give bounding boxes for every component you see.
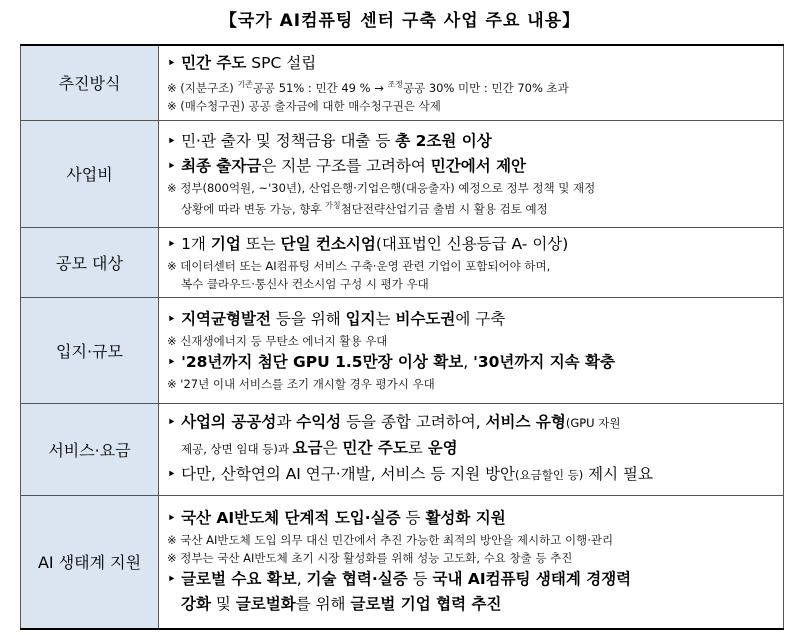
row-content bbox=[159, 403, 784, 495]
row-label: AI 생태계 지원 bbox=[21, 495, 159, 629]
row-label: 추진방식 bbox=[21, 45, 159, 120]
note-line: 복수 클라우드·통신사 컨소시엄 구성 시 평가 우대 bbox=[181, 276, 429, 291]
row-label: 공모 대상 bbox=[21, 227, 159, 297]
row-content bbox=[159, 45, 784, 120]
bullet-line: ‣ 1개 기업 또는 단일 컨소시엄(대표법인 신용등급 A- 이상) bbox=[167, 234, 569, 253]
note-line: ※ '27년 이내 서비스를 조기 개시할 경우 평가시 우대 bbox=[167, 377, 435, 391]
row-label: 입지·규모 bbox=[21, 297, 159, 403]
note-line: ※ 데이터센터 또는 AI컴퓨팅 서비스 구축·운영 관련 기업이 포함되어야 하며, bbox=[167, 258, 551, 273]
bullet-line: ‣ 다만, 산학연의 AI 연구·개발, 서비스 등 지원 방안(요금할인 등) 제시 필요 bbox=[167, 465, 653, 483]
bullet-line: ‣ 지역균형발전 등을 위해 입지는 비수도권에 구축 bbox=[167, 310, 506, 328]
table-row bbox=[21, 495, 784, 629]
table-row bbox=[21, 45, 784, 120]
bullet-line: ‣ 민간 주도 SPC 설립 bbox=[167, 53, 317, 72]
bullet-line: ‣ 국산 AI반도체 단계적 도입·실증 등 활성화 지원 bbox=[167, 509, 506, 528]
note-line: ※ 국산 AI반도체 도입 의무 대신 민간에서 추진 가능한 최적의 방안을 제시하고 이행·관리 bbox=[167, 533, 614, 548]
bullet-line-continued: 제공, 상면 임대 등)과 요금은 민간 주도로 운영 bbox=[181, 439, 458, 457]
bullet-line: ‣ 글로벌 수요 확보, 기술 협력·실증 등 국내 AI컴퓨팅 생태계 경쟁력 bbox=[167, 570, 632, 589]
table-row bbox=[21, 227, 784, 297]
row-content bbox=[159, 120, 784, 227]
note-line: ※ 신재생에너지 등 무탄소 에너지 활용 우대 bbox=[167, 334, 388, 348]
bullet-line: ‣ 사업의 공공성과 수익성 등을 종합 고려하여, 서비스 유형(GPU 자원 bbox=[167, 413, 621, 431]
table-row bbox=[21, 403, 784, 495]
bullet-line: ‣ 최종 출자금은 지분 구조를 고려하여 민간에서 제안 bbox=[167, 157, 527, 176]
row-label: 서비스·요금 bbox=[21, 403, 159, 495]
table-row bbox=[21, 120, 784, 227]
note-line: ※ 정부(800억원, ~'30년), 산업은행·기업은행(대응출자) 예정으로 정부 정책 및 재정 bbox=[167, 181, 596, 196]
bullet-line-continued: 강화 및 글로벌화를 위해 글로벌 기업 협력 추진 bbox=[181, 595, 502, 614]
note-line: ※ 정부는 국산 AI반도체 초기 시장 활성화를 위해 성능 고도화, 수요 창출 등 추진 bbox=[167, 551, 573, 566]
note-line: 상황에 따라 변동 가능, 향후 $^{가칭}$첨단전략산업기금 출범 시 활용 검토 예정 bbox=[181, 201, 548, 216]
row-label: 사업비 bbox=[21, 120, 159, 227]
bullet-line: ‣ '28년까지 첨단 GPU 1.5만장 이상 확보, '30년까지 지속 확충 bbox=[167, 353, 615, 371]
row-content bbox=[159, 227, 784, 297]
note-line: ※ (지분구조) $^{기존}$공공 51% : 민간 49 % → $^{조정}$공공 30% 미만 : 민간 70% 초과 bbox=[167, 79, 569, 95]
table-row bbox=[21, 297, 784, 403]
project-summary-table bbox=[20, 44, 784, 630]
row-content bbox=[159, 297, 784, 403]
bullet-line: ‣ 민·관 출자 및 정책금융 대출 등 총 2조원 이상 bbox=[167, 132, 492, 151]
document-title: 【국가 AI컴퓨팅 센터 구축 사업 주요 내용】 bbox=[219, 11, 581, 31]
row-content bbox=[159, 495, 784, 629]
note-line: ※ (매수청구권) 공공 출자금에 대한 매수청구권은 삭제 bbox=[167, 98, 441, 113]
